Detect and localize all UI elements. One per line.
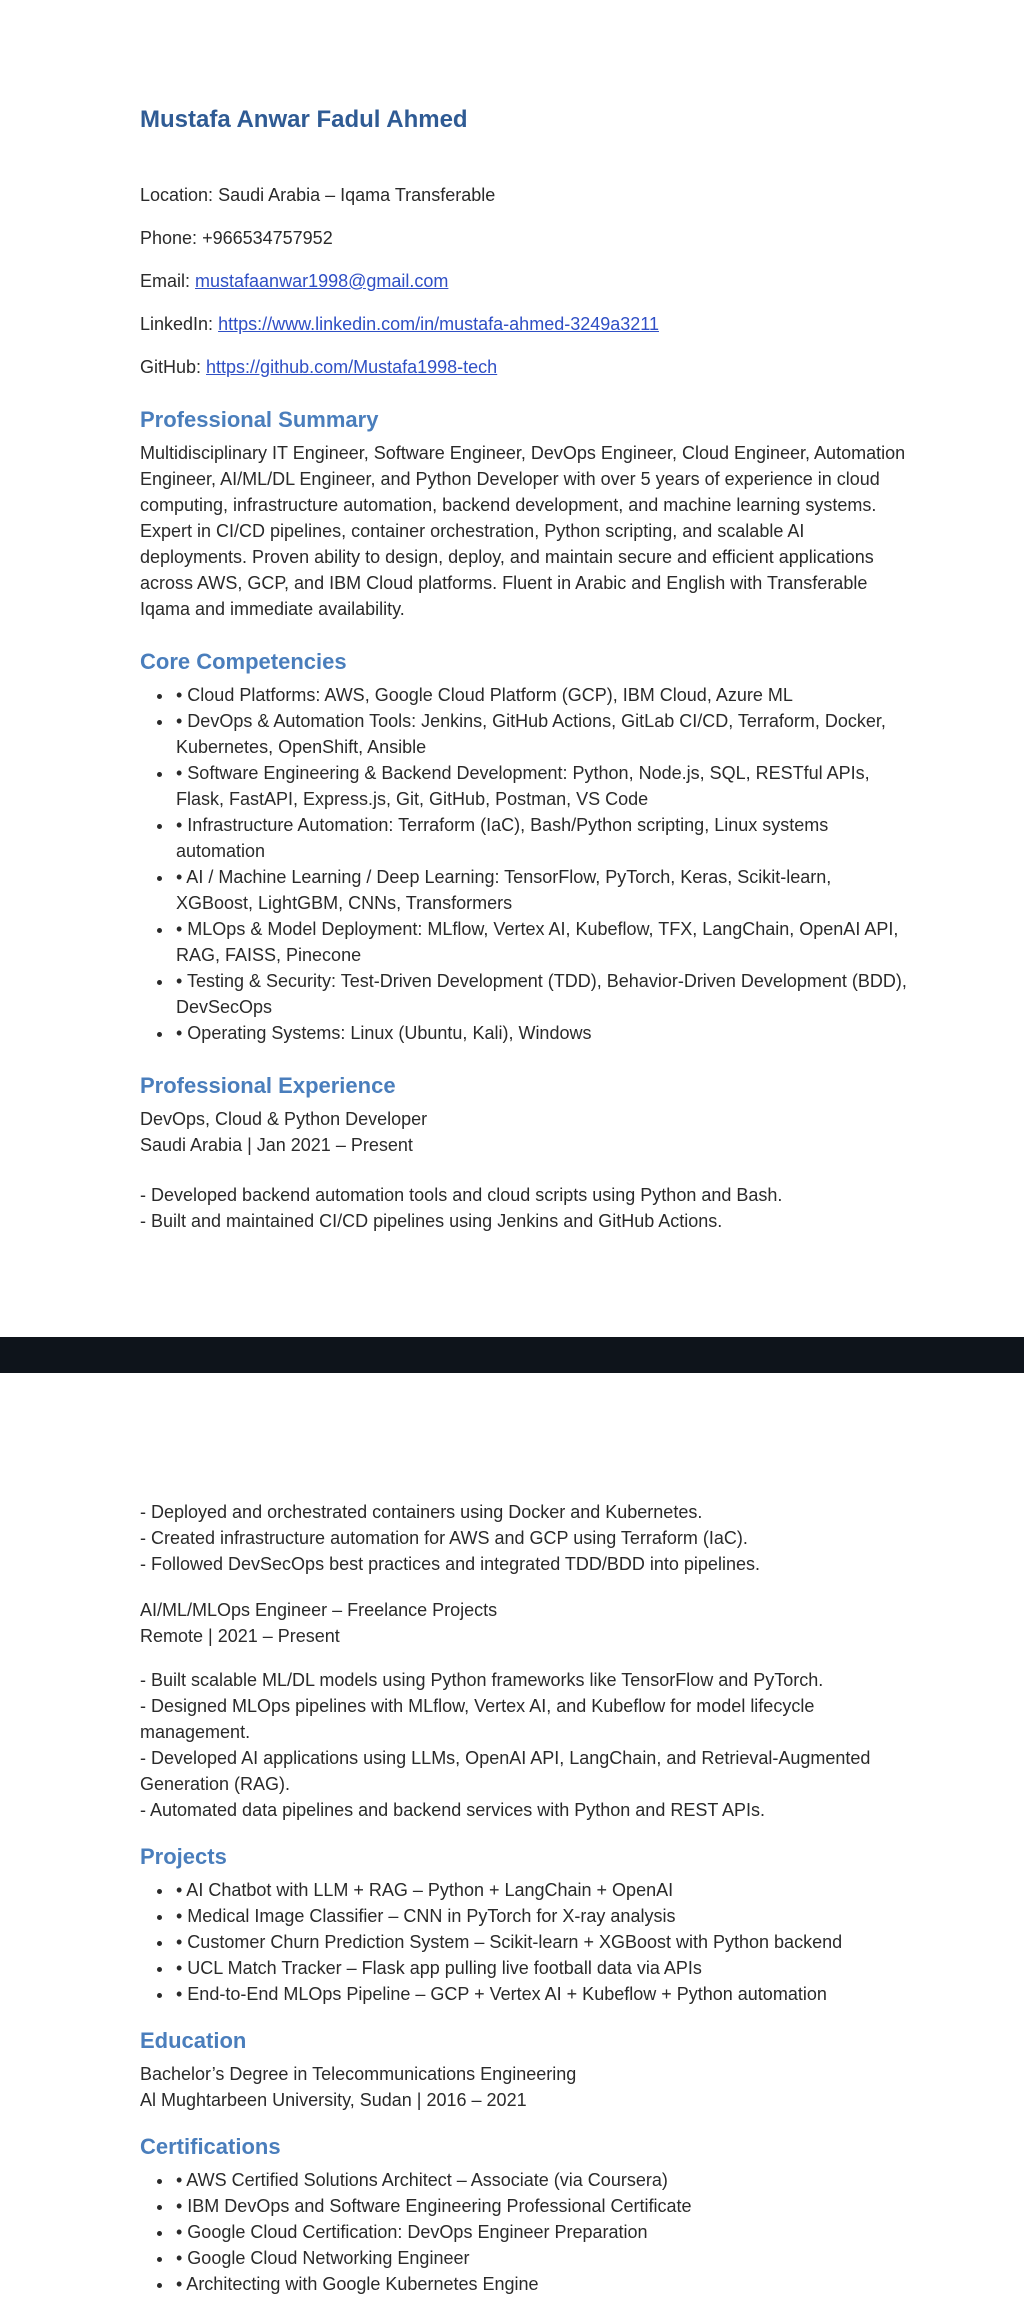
heading-core-competencies: Core Competencies: [140, 649, 347, 674]
job2-highlight: - Built scalable ML/DL models using Python frameworks like TensorFlow and PyTorch.: [140, 1670, 824, 1690]
projects-list: [140, 1877, 910, 2007]
job2-meta: Remote | 2021 – Present: [140, 1626, 340, 1646]
job2-highlight: - Automated data pipelines and backend services with Python and REST APIs.: [140, 1800, 766, 1820]
email-link[interactable]: mustafaanwar1998@gmail.com: [195, 271, 449, 291]
competency-item: • • MLOps & Model Deployment: MLflow, Vertex AI, Kubeflow, TFX, LangChain, OpenAI API, RAG, FAISS, Pinecone: [174, 916, 910, 968]
project-item: • • Customer Churn Prediction System – Scikit-learn + XGBoost with Python backend: [174, 1929, 910, 1955]
job1-highlight: - Created infrastructure automation for AWS and GCP using Terraform (IaC).: [140, 1528, 748, 1548]
job1-highlight: - Deployed and orchestrated containers using Docker and Kubernetes.: [140, 1502, 703, 1522]
competency-item: • • Cloud Platforms: AWS, Google Cloud Platform (GCP), IBM Cloud, Azure ML: [174, 682, 910, 708]
resume-page-2: [0, 1373, 1024, 2294]
competency-item: • • Operating Systems: Linux (Ubuntu, Kali), Windows: [174, 1020, 910, 1046]
job1-block: [140, 1106, 910, 1158]
heading-certifications: Certifications: [140, 2134, 281, 2159]
job1-highlights-page1: [140, 1182, 910, 1234]
location-label: Location:: [140, 185, 219, 205]
location-value: Saudi Arabia – Iqama Transferable: [218, 185, 496, 205]
contact-line-phone: [140, 225, 910, 251]
heading-education: Education: [140, 2028, 247, 2053]
contact-line-email: [140, 268, 910, 294]
certification-item: • • AWS Certified Solutions Architect – Associate (via Coursera): [174, 2167, 910, 2193]
email-label: Email:: [140, 271, 196, 291]
heading-professional-summary: Professional Summary: [140, 407, 379, 432]
contact-line-linkedin: [140, 311, 910, 337]
core-competencies-list: [140, 682, 910, 1046]
certification-item: • • IBM DevOps and Software Engineering Professional Certificate: [174, 2193, 910, 2219]
job2-title: AI/ML/MLOps Engineer – Freelance Projects: [140, 1600, 498, 1620]
heading-projects: Projects: [140, 1844, 227, 1869]
phone-label: Phone:: [140, 228, 203, 248]
heading-professional-experience: Professional Experience: [140, 1073, 396, 1098]
project-item: • • End-to-End MLOps Pipeline – GCP + Vertex AI + Kubeflow + Python automation: [174, 1981, 910, 2007]
certifications-list: [140, 2167, 910, 2297]
github-label: GitHub:: [140, 357, 207, 377]
job1-title: DevOps, Cloud & Python Developer: [140, 1109, 428, 1129]
competency-item: • • AI / Machine Learning / Deep Learning: TensorFlow, PyTorch, Keras, Scikit-learn, XGBoost, LightGBM, CNNs, Transformers: [174, 864, 910, 916]
project-item: • • AI Chatbot with LLM + RAG – Python + LangChain + OpenAI: [174, 1877, 910, 1903]
certification-item: • • Google Cloud Networking Engineer: [174, 2245, 910, 2271]
job1-highlight: - Built and maintained CI/CD pipelines using Jenkins and GitHub Actions.: [140, 1211, 723, 1231]
project-item: • • Medical Image Classifier – CNN in PyTorch for X-ray analysis: [174, 1903, 910, 1929]
certification-item: • • Google Cloud Certification: DevOps Engineer Preparation: [174, 2219, 910, 2245]
competency-item: • • Software Engineering & Backend Development: Python, Node.js, SQL, RESTful APIs, Flask, FastAPI, Express.js, Git, GitHub, Postman, VS Code: [174, 760, 910, 812]
linkedin-label: LinkedIn:: [140, 314, 219, 334]
competency-item: • • Testing & Security: Test-Driven Development (TDD), Behavior-Driven Development (BDD), DevSecOps: [174, 968, 910, 1020]
job2-highlight: - Designed MLOps pipelines with MLflow, Vertex AI, and Kubeflow for model lifecycle management.: [140, 1696, 815, 1742]
job1-highlight: - Followed DevSecOps best practices and integrated TDD/BDD into pipelines.: [140, 1554, 760, 1574]
project-item: • • UCL Match Tracker – Flask app pulling live football data via APIs: [174, 1955, 910, 1981]
certification-item: • • Architecting with Google Kubernetes Engine: [174, 2271, 910, 2297]
resume-name: Mustafa Anwar Fadul Ahmed: [140, 106, 468, 133]
page-separator: [0, 1337, 1024, 1373]
job2-highlights: [140, 1667, 910, 1823]
summary-paragraph: Multidisciplinary IT Engineer, Software Engineer, DevOps Engineer, Cloud Engineer, Automation Engineer, AI/ML/DL Engineer, and Python Developer with over 5 years of experience in cloud computing, infrastructure automation, backend development, and machine learning systems. Expert in CI/CD pipelines, container orchestration, Python scripting, and scalable AI deployments. Proven ability to design, deploy, and maintain secure and efficient applications across AWS, GCP, and IBM Cloud platforms. Fluent in Arabic and English with Transferable Iqama and immediate availability.: [140, 443, 906, 619]
contact-line-github: [140, 354, 910, 380]
github-link[interactable]: https://github.com/Mustafa1998-tech: [206, 357, 498, 377]
education-block: [140, 2061, 910, 2113]
job2-highlight: - Developed AI applications using LLMs, OpenAI API, LangChain, and Retrieval-Augmented Generation (RAG).: [140, 1748, 871, 1794]
job1-highlight: - Developed backend automation tools and cloud scripts using Python and Bash.: [140, 1185, 783, 1205]
phone-value: +966534757952: [202, 228, 333, 248]
education-university: Al Mughtarbeen University, Sudan | 2016 – 2021: [140, 2090, 527, 2110]
education-degree: Bachelor’s Degree in Telecommunications Engineering: [140, 2064, 577, 2084]
linkedin-link[interactable]: https://www.linkedin.com/in/mustafa-ahmed-3249a3211: [218, 314, 659, 334]
job2-block: [140, 1597, 910, 1649]
job1-meta: Saudi Arabia | Jan 2021 – Present: [140, 1135, 413, 1155]
job1-highlights-page2: [140, 1499, 910, 1577]
competency-item: • • Infrastructure Automation: Terraform (IaC), Bash/Python scripting, Linux systems automation: [174, 812, 910, 864]
contact-line-location: [140, 182, 910, 208]
competency-item: • • DevOps & Automation Tools: Jenkins, GitHub Actions, GitLab CI/CD, Terraform, Docker, Kubernetes, OpenShift, Ansible: [174, 708, 910, 760]
